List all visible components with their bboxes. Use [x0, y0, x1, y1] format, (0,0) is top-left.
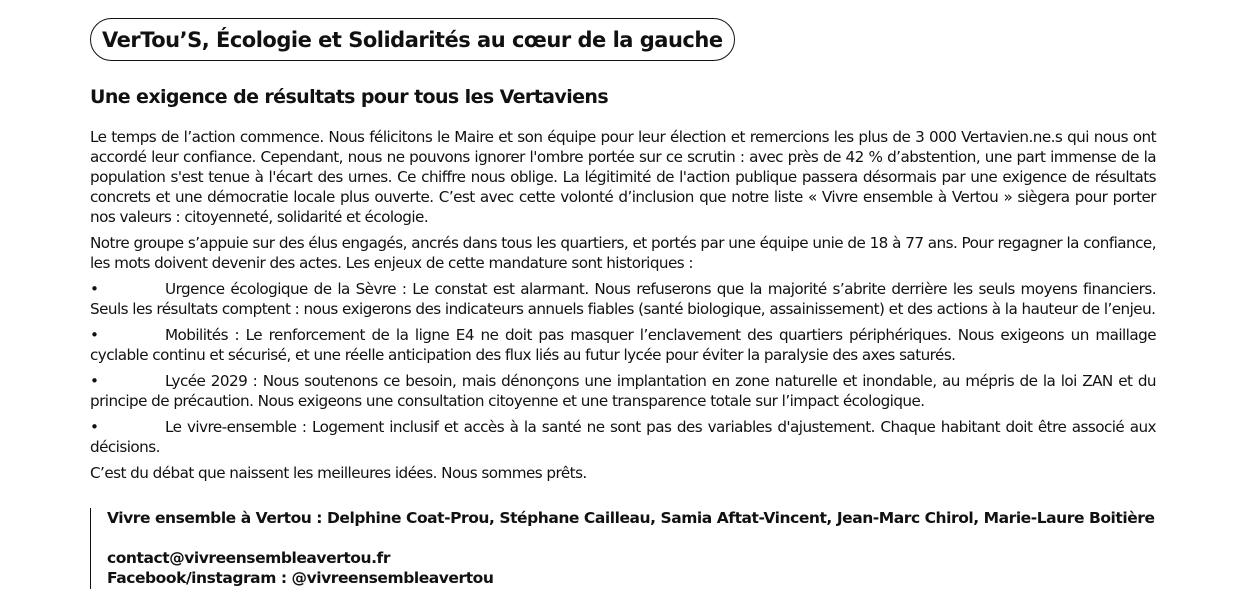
- article-body: [90, 127, 1156, 489]
- signature-spacer: [107, 528, 1155, 548]
- list-item-text: Urgence écologique de la Sèvre : Le constat est alarmant. Nous refuserons que la majorité s’abrite derrière les seuls moyens financiers. Seuls les résultats comptent : nous exigerons des indicateurs annuels fiables (santé biologique, assainissement) et des actions à la hauteur de l’enjeu.: [90, 280, 1156, 318]
- bullet-icon: •: [90, 326, 99, 344]
- contact-email: contact@vivreensembleavertou.fr: [107, 549, 391, 567]
- article-title: VerTou’S, Écologie et Solidarités au cœur de la gauche: [90, 18, 735, 61]
- list-item: [90, 325, 1156, 365]
- list-item-text: Lycée 2029 : Nous soutenons ce besoin, mais dénonçons une implantation en zone naturelle et inondable, au mépris de la loi ZAN et du principe de précaution. Nous exigeons une consultation citoyenne et une transparence totale sur l’impact écologique.: [90, 372, 1156, 410]
- signature-block: [90, 508, 1155, 589]
- section-heading: Une exigence de résultats pour tous les Vertaviens: [90, 86, 609, 108]
- list-item-text: Mobilités : Le renforcement de la ligne E4 ne doit pas masquer l’enclavement des quartiers périphériques. Nous exigeons un maillage cyclable continu et sécurisé, et une réelle anticipation des flux liés au futur lycée pour éviter la paralysie des axes saturés.: [90, 326, 1156, 364]
- bullet-icon: •: [90, 280, 99, 298]
- paragraph-closing: C’est du débat que naissent les meilleures idées. Nous sommes prêts.: [90, 464, 587, 482]
- list-item: [90, 279, 1156, 319]
- paragraph-group: Notre groupe s’appuie sur des élus engagés, ancrés dans tous les quartiers, et portés par une équipe unie de 18 à 77 ans. Pour regagner la confiance, les mots doivent devenir des actes. Les enjeux de cette mandature sont historiques :: [90, 234, 1156, 272]
- bullet-icon: •: [90, 418, 99, 436]
- signature-members: Vivre ensemble à Vertou : Delphine Coat-Prou, Stéphane Cailleau, Samia Aftat-Vincent, Jean-Marc Chirol, Marie-Laure Boitière: [107, 509, 1155, 527]
- bullet-icon: •: [90, 372, 99, 390]
- list-item: [90, 417, 1156, 457]
- list-item-text: Le vivre-ensemble : Logement inclusif et accès à la santé ne sont pas des variables d'ajustement. Chaque habitant doit être associé aux décisions.: [90, 418, 1156, 456]
- list-item: [90, 371, 1156, 411]
- social-handle: Facebook/instagram : @vivreensembleavertou: [107, 569, 494, 587]
- paragraph-intro: Le temps de l’action commence. Nous félicitons le Maire et son équipe pour leur élection et remercions les plus de 3 000 Vertavien.ne.s qui nous ont accordé leur confiance. Cependant, nous ne pouvons ignorer l'ombre portée sur ce scrutin : avec près de 42 % d’abstention, une part immense de la population s'est tenue à l'écart des urnes. Ce chiffre nous oblige. La légitimité de l'action publique passera désormais par une exigence de résultats concrets et une démocratie locale plus ouverte. C’est avec cette volonté d’inclusion que notre liste « Vivre ensemble à Vertou » siègera pour porter nos valeurs : citoyenneté, solidarité et écologie.: [90, 128, 1156, 226]
